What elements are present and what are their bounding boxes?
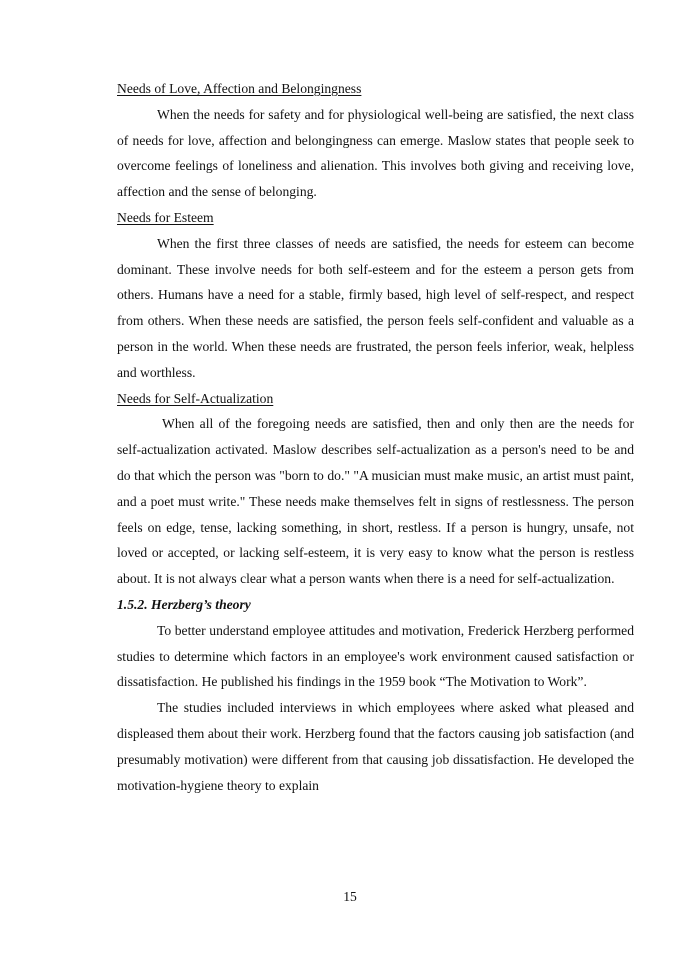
page-number: 15 [343, 889, 357, 904]
heading-love-belongingness: Needs of Love, Affection and Belongingness [117, 81, 362, 96]
heading-self-actualization: Needs for Self-Actualization [117, 390, 274, 406]
heading-esteem: Needs for Esteem [117, 209, 214, 225]
page-body [117, 76, 634, 798]
paragraph-self-actualization: When all of the foregoing needs are satisfied, then and only then are the needs for self-actualization activated. Maslow describes self-actualization as a person's need to be and do that which the person was "born to do." "A musician must make music, an artist must paint, and a poet must write." These needs make themselves felt in signs of restlessness. The person feels on edge, tense, lacking something, in short, restless. If a person is hungry, unsafe, not loved or accepted, or lacking self-esteem, it is very easy to know what the person is restless about. It is not always clear what a person wants when there is a need for self-actualization. [117, 416, 634, 587]
paragraph-love-belongingness: When the needs for safety and for physiological well-being are satisfied, the next class of needs for love, affection and belongingness can emerge. Maslow states that people seek to overcome feelings of loneliness and alienation. This involves both giving and receiving love, affection and the sense of belonging. [117, 106, 634, 200]
paragraph-herzberg-2: The studies included interviews in which employees where asked what pleased and displeased them about their work. Herzberg found that the factors causing job satisfaction (and presumably motivation) were different from that causing job dissatisfaction. He developed the motivation-hygiene theory to explain [117, 700, 634, 793]
paragraph-esteem: When the first three classes of needs are satisfied, the needs for esteem can become dominant. These involve needs for both self-esteem and for the esteem a person gets from others. Humans have a need for a stable, firmly based, high level of self-respect, and respect from others. When these needs are satisfied, the person feels self-confident and valuable as a person in the world. When these needs are frustrated, the person feels inferior, weak, helpless and worthless. [117, 235, 634, 380]
paragraph-herzberg-1: To better understand employee attitudes and motivation, Frederick Herzberg performed studies to determine which factors in an employee's work environment caused satisfaction or dissatisfaction. He published his findings in the 1959 book “The Motivation to Work”. [117, 622, 634, 690]
section-title-herzberg: 1.5.2. Herzberg’s theory [117, 596, 251, 612]
